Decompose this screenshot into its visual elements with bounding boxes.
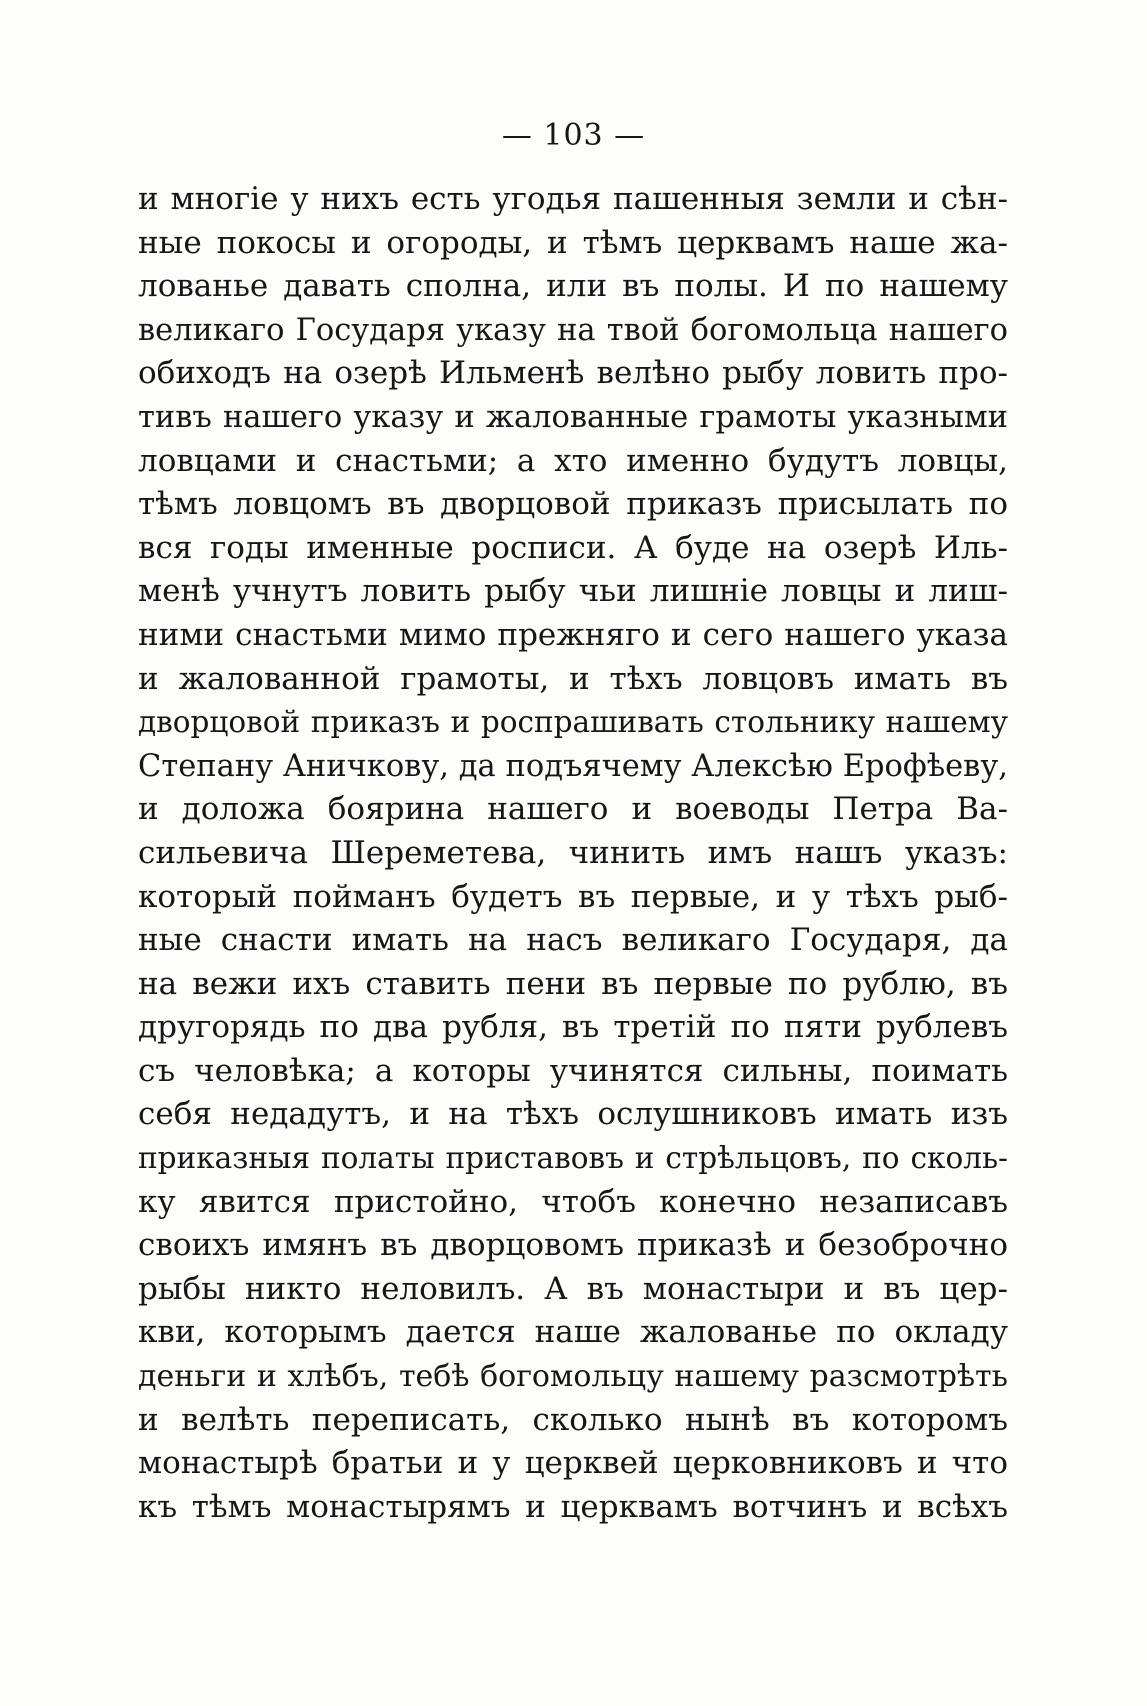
text-line: менѣ учнутъ ловить рыбу чьи лишніе ловцы и лиш- xyxy=(138,573,1008,610)
text-line: другорядь по два рубля, въ третій по пяти рублевъ xyxy=(138,1009,1008,1046)
text-line: ные покосы и огороды, и тѣмъ церквамъ наше жа- xyxy=(138,224,1008,261)
text-line: сильевича Шереметева, чинить имъ нашъ указъ: xyxy=(138,834,1008,871)
text-line: и жалованной грамоты, и тѣхъ ловцовъ имать въ xyxy=(138,660,1008,697)
text-line: Степану Аничкову, да подъячему Алексѣю Ерофѣеву, xyxy=(138,748,1008,784)
text-line: ними снастьми мимо прежняго и сего нашего указа xyxy=(138,616,1008,653)
text-line: и многіе у нихъ есть угодья пашенныя земли и сѣн- xyxy=(138,181,1008,217)
text-line: кви, которымъ дается наше жалованье по окладу xyxy=(138,1314,1008,1351)
text-line: который пойманъ будетъ въ первые, и у тѣхъ рыб- xyxy=(138,878,1008,915)
text-line: къ тѣмъ монастырямъ и церквамъ вотчинъ и всѣхъ xyxy=(138,1488,1008,1525)
page-number: — 103 — xyxy=(501,118,646,153)
text-line: приказныя полаты приставовъ и стрѣльцовъ, по сколь- xyxy=(138,1141,1008,1176)
text-line: себя недадутъ, и на тѣхъ ослушниковъ имать изъ xyxy=(138,1096,1008,1133)
text-line: тѣмъ ловцомъ въ дворцовой приказъ присылать по xyxy=(138,486,1008,523)
text-line: монастырѣ братьи и у церквей церковниковъ и что xyxy=(138,1445,1008,1482)
text-line: ку явится пристойно, чтобъ конечно незаписавъ xyxy=(138,1183,1008,1220)
text-line: деньги и хлѣбъ, тебѣ богомольцу нашему разсмотрѣть xyxy=(138,1359,1008,1395)
text-line: и велѣть переписать, сколько нынѣ въ которомъ xyxy=(138,1401,1008,1438)
text-line: рыбы никто неловилъ. А въ монастыри и въ цер- xyxy=(138,1270,1008,1307)
text-line: тивъ нашего указу и жалованные грамоты указными xyxy=(138,399,1008,435)
text-line: вся годы именные росписи. А буде на озерѣ Иль- xyxy=(138,529,1008,566)
text-line: ловцами и снастьми; а хто именно будутъ ловцы, xyxy=(138,442,1008,479)
text-line: и доложа боярина нашего и воеводы Петра Ва- xyxy=(138,791,1008,828)
text-line: ные снасти имать на насъ великаго Государя, да xyxy=(138,922,1008,959)
text-line: лованье давать сполна, или въ полы. И по нашему xyxy=(138,268,1008,305)
text-line: дворцовой приказъ и роспрашивать стольнику нашему xyxy=(138,705,1008,740)
text-line: обиходъ на озерѣ Ильменѣ велѣно рыбу ловить про- xyxy=(138,355,1008,392)
body-text xyxy=(138,178,1008,1529)
text-line: на вежи ихъ ставить пени въ первые по рублю, въ xyxy=(138,965,1008,1002)
text-line: великаго Государя указу на твой богомольца нашего xyxy=(138,312,1008,348)
text-line: своихъ имянъ въ дворцовомъ приказѣ и безоброчно xyxy=(138,1227,1008,1264)
text-line: съ человѣка; а которы учинятся сильны, поимать xyxy=(138,1052,1008,1089)
